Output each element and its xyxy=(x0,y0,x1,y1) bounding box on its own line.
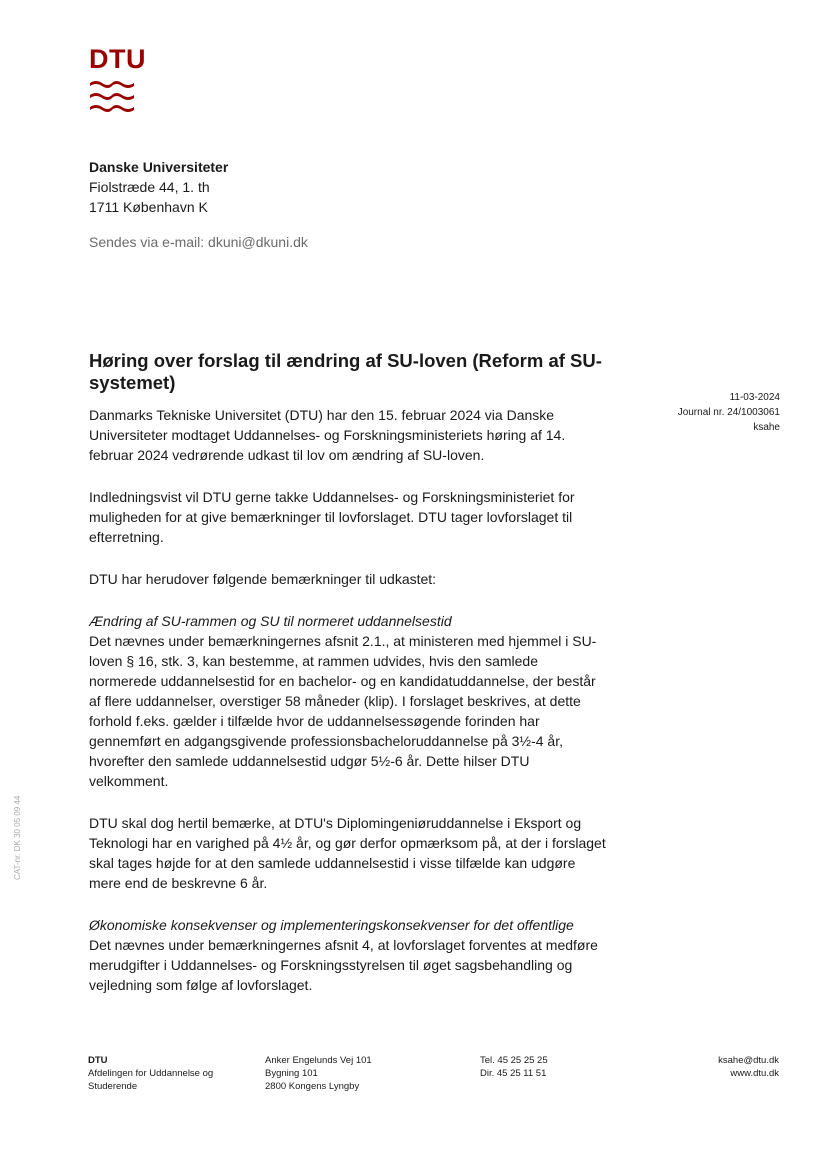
footer-city: 2800 Kongens Lyngby xyxy=(265,1081,360,1092)
journal-number: Journal nr. 24/1003061 xyxy=(677,407,780,418)
footer-tel: Tel. 45 25 25 25 xyxy=(480,1055,548,1066)
paragraph-diplomingenior: DTU skal dog hertil bemærke, at DTU's Diplomingeniøruddannelse i Eksport og Teknologi har en varighed på 4½ år, og gør derfor opmærksom på, at der i forslaget skal tages højde for at den samlede uddannelsestid i visse tilfælde kan udgøre mere end de beskrevne 6 år. xyxy=(89,815,606,891)
dtu-logo-text: DTU xyxy=(89,44,146,74)
footer-address xyxy=(265,1054,372,1093)
letter-body xyxy=(89,405,609,995)
sender-initials: ksahe xyxy=(753,422,780,433)
footer-dtu: DTU xyxy=(88,1055,108,1066)
paragraph-economic: Det nævnes under bemærkningernes afsnit 4, at lovforslaget forventes at medføre merudgifter i Uddannelses- og Forskningsstyrelsen til øget sagsbehandling og vejledning som følge af lovforslaget. xyxy=(89,937,598,993)
footer-department xyxy=(88,1054,213,1093)
letter-meta xyxy=(678,390,780,435)
side-print-code: CAT-nr. DK 30 05 09 44 xyxy=(13,795,22,880)
footer-direct: Dir. 45 25 11 51 xyxy=(480,1068,547,1079)
footer-department-line2: Studerende xyxy=(88,1081,138,1092)
footer-email: ksahe@dtu.dk xyxy=(718,1055,779,1066)
section-heading-economic: Økonomiske konsekvenser og implementeringskonsekvenser for det offentlige xyxy=(89,917,574,933)
section-heading-su-rammen: Ændring af SU-rammen og SU til normeret uddannelsestid xyxy=(89,613,452,629)
footer-contact xyxy=(718,1054,779,1080)
footer-phone xyxy=(480,1054,548,1080)
letter-date: 11-03-2024 xyxy=(729,392,780,403)
footer-street: Anker Engelunds Vej 101 xyxy=(265,1055,372,1066)
recipient-address-line1: Fiolstræde 44, 1. th xyxy=(89,179,210,195)
recipient-name: Danske Universiteter xyxy=(89,159,229,175)
footer-building: Bygning 101 xyxy=(265,1068,318,1079)
dtu-wave-logo-icon xyxy=(88,78,136,116)
letter-subject: Høring over forslag til ændring af SU-loven (Reform af SU-systemet) xyxy=(89,350,602,393)
paragraph-remarks-lead: DTU har herudover følgende bemærkninger til udkastet: xyxy=(89,571,437,587)
recipient-address xyxy=(89,157,228,217)
paragraph-su-rammen: Det nævnes under bemærkningernes afsnit 2.1., at ministeren med hjemmel i SU-loven § 16, stk. 3, kan bestemme, at rammen udvides, hvis den samlede normerede uddannelsestid for en bachelor- og en kandidatuddannelse, der består af flere uddannelser, overstiger 58 måneder (klip). I forslaget beskrives, at dette forhold f.eks. gælder i tilfælde hvor de uddannelsessøgende forinden har gennemført en adgangsgivende professionsbacheloruddannelse på 3½-4 år, hvorefter den samlede uddannelsestid udgør 5½-6 år. Dette hilser DTU velkomment. xyxy=(89,633,597,789)
paragraph-intro: Danmarks Tekniske Universitet (DTU) har den 15. februar 2024 via Danske Universiteter modtaget Uddannelses- og Forskningsministeriets høring af 14. februar 2024 vedrørende udkast til lov om ændring af SU-loven. xyxy=(89,407,566,463)
paragraph-thanks: Indledningsvist vil DTU gerne takke Uddannelses- og Forskningsministeriet for muligheden for at give bemærkninger til lovforslaget. DTU tager lovforslaget til efterretning. xyxy=(89,489,575,545)
footer-department-line1: Afdelingen for Uddannelse og xyxy=(88,1068,214,1079)
footer-website: www.dtu.dk xyxy=(730,1068,779,1079)
recipient-address-line2: 1711 København K xyxy=(89,199,208,215)
send-via-email: Sendes via e-mail: dkuni@dkuni.dk xyxy=(89,234,308,250)
